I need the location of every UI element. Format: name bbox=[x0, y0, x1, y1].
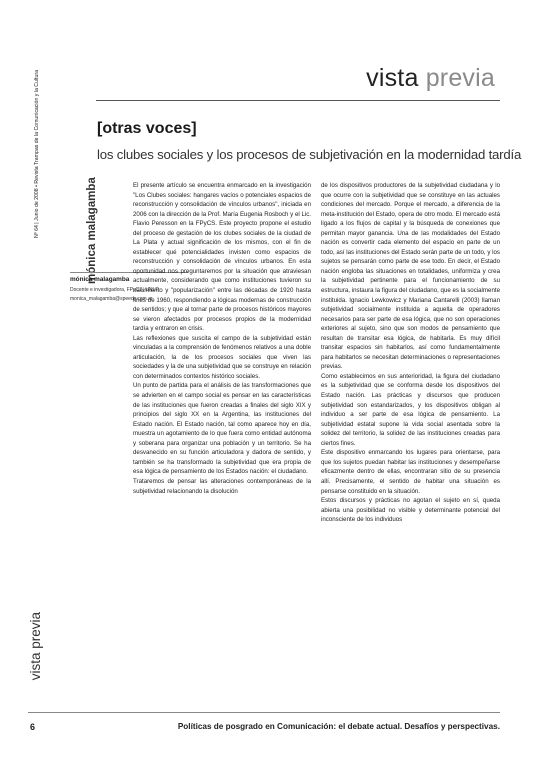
section-vertical-text: vista previa bbox=[28, 612, 43, 681]
paragraph: de los dispositivos productores de la subjetividad ciudadana y lo que ocurre con la subjetividad que se constituye en las actuales condiciones del mercado. Porque el mercado, a diferencia de la meta-institución del Estado, opera de otro modo. El mercado está ligado a los flujos de capital y la búsqueda de conexiones que permitan mayor ganancia. Una de las modalidades del Estado nación es convertir cada elemento del espacio en parte de un todo, así las instituciones del Estado serán parte de un todo, y los sujetos se pensarán como parte de ese todo. En decir, el Estado nación engloba las situaciones en totalidades, uniformiza y crea la subjetividad pertinente para el funcionamiento de su estructura, instaura la figura del ciudadano, que es la socialmente instituida. Ignacio Lewkowicz y Mariana Cantarelli (2003) llaman subjetividad socialmente instituida a aquella de operadores necesarios para ser parte de esa lógica, que no son operaciones exteriores al sujeto, sino que son modos de pensamiento que resultan de transitar esa lógica, de habitarla. Es muy difícil transitar espacios sin habitarlos, así como fundamentalmente para habitarlos se necesitan determinaciones o representaciones previas. bbox=[321, 182, 500, 371]
author-name: mónica malagamba bbox=[70, 276, 130, 283]
journal-vertical-text: Nº 64 | Junio de 2008 • Revista Trampas de la Comunicación y la Cultura bbox=[34, 70, 40, 238]
text-column-right bbox=[321, 181, 500, 525]
author-email: monica_malagamba@speedy.com.ar bbox=[70, 296, 153, 302]
section-title-word1: vista bbox=[366, 64, 419, 92]
section-vertical-label bbox=[28, 612, 44, 692]
author-affiliation: Docente e investigadora, FPyCS, UNLP bbox=[70, 287, 159, 293]
running-footer: Políticas de posgrado en Comunicación: el debate actual. Desafíos y perspectivas. bbox=[177, 722, 500, 731]
author-vertical bbox=[86, 177, 100, 284]
paragraph: Estos discursos y prácticas no agotan el sujeto en sí, queda abierta una posibilidad no visible y determinante potencial del inconsciente de los individuos bbox=[321, 497, 500, 524]
top-divider bbox=[96, 100, 500, 101]
page-number: 6 bbox=[30, 722, 36, 732]
kicker-heading: [otras voces] bbox=[97, 120, 197, 137]
section-title bbox=[366, 64, 495, 93]
section-title-word2: previa bbox=[425, 64, 495, 92]
paragraph: Trataremos de pensar las alteraciones contemporáneas de la subjetividad relacionando la disolución bbox=[133, 477, 311, 495]
paragraph: El presente artículo se encuentra enmarcado en la investigación "Los Clubes sociales: hangares vacíos o potenciales espacios de reconstrucción y consolidación de vínculos urbanos", iniciada en 2006 con la dirección de la Prof. María Eugenia Rosboch y el Lic. Flavio Peresson en la FPyCS. Este proyecto propone el estudio del proceso de gestación de los clubes sociales de la ciudad de La Plata y actual significación de los mismos, con el fin de establecer qué potencialidades invisten como espacios de reconstrucción y consolidación de vínculos urbanos. En esta oportunidad nos preguntaremos por la situación que atraviesan actualmente, considerando que como instituciones tuvieron su nacimiento y "popularización" entre las décadas de 1920 hasta fines de 1960, respondiendo a lógicas modernas de construcción de sentidos; y que al tornar parte de procesos históricos mayores se vieron afectados por procesos propios de la modernidad tardía y entraron en crisis. bbox=[133, 182, 311, 333]
paragraph: Las reflexiones que suscita el campo de la subjetividad están vinculadas a la comprensión de fenómenos relativos a una doble articulación, la de los procesos sociales que viven las sociedades y la de una subjetividad que se construye en relación con determinados contextos histórico sociales. bbox=[133, 334, 311, 380]
paragraph: Un punto de partida para el análisis de las transformaciones que se advierten en el campo social es pensar en las características de las instituciones que fueron creadas a finales del siglo XIX y principios del siglo XX en la Argentina, las instituciones del Estado nación. El Estado nación, tal como aparece hoy en día, muestra un agotamiento de lo que fuera como entidad autónoma y soberana para organizar una población y un territorio. Se ha desvanecido en su función articuladora y dadora de sentido, y también se ha transformado la subjetividad que era propia de esa lógica de pensamiento de los Estados nación: el ciudadano. bbox=[133, 382, 311, 476]
text-column-left bbox=[133, 181, 311, 496]
author-vertical-text: mónica malagamba bbox=[86, 177, 98, 284]
paragraph: Este dispositivo enmarcando los lugares para orientarse, para que los sujetos puedan habitar las instituciones y desempeñarse eficazmente dentro de ellas, encontraran sitio de su presencia allí. Precisamente, el sentido de habitar una situación es pensarse constituido en la situación. bbox=[321, 449, 500, 495]
article-title: los clubes sociales y los procesos de subjetivación en la modernidad tardía bbox=[97, 147, 522, 162]
paragraph: Como establecimos en sus anterioridad, la figura del ciudadano es la subjetividad que se conforma desde los dispositivos del Estado nación. Las prácticas y discursos que producen subjetividad son estandarizados, y los dispositivos obligan al individuo a ser parte de esa lógica de pensamiento. La subjetividad estatal supone la vida social asentada sobre la solidez del territorio, la solidez de las instituciones creadas para ciertos fines. bbox=[321, 372, 500, 447]
journal-vertical-label bbox=[34, 70, 44, 270]
footer-divider bbox=[28, 712, 500, 713]
